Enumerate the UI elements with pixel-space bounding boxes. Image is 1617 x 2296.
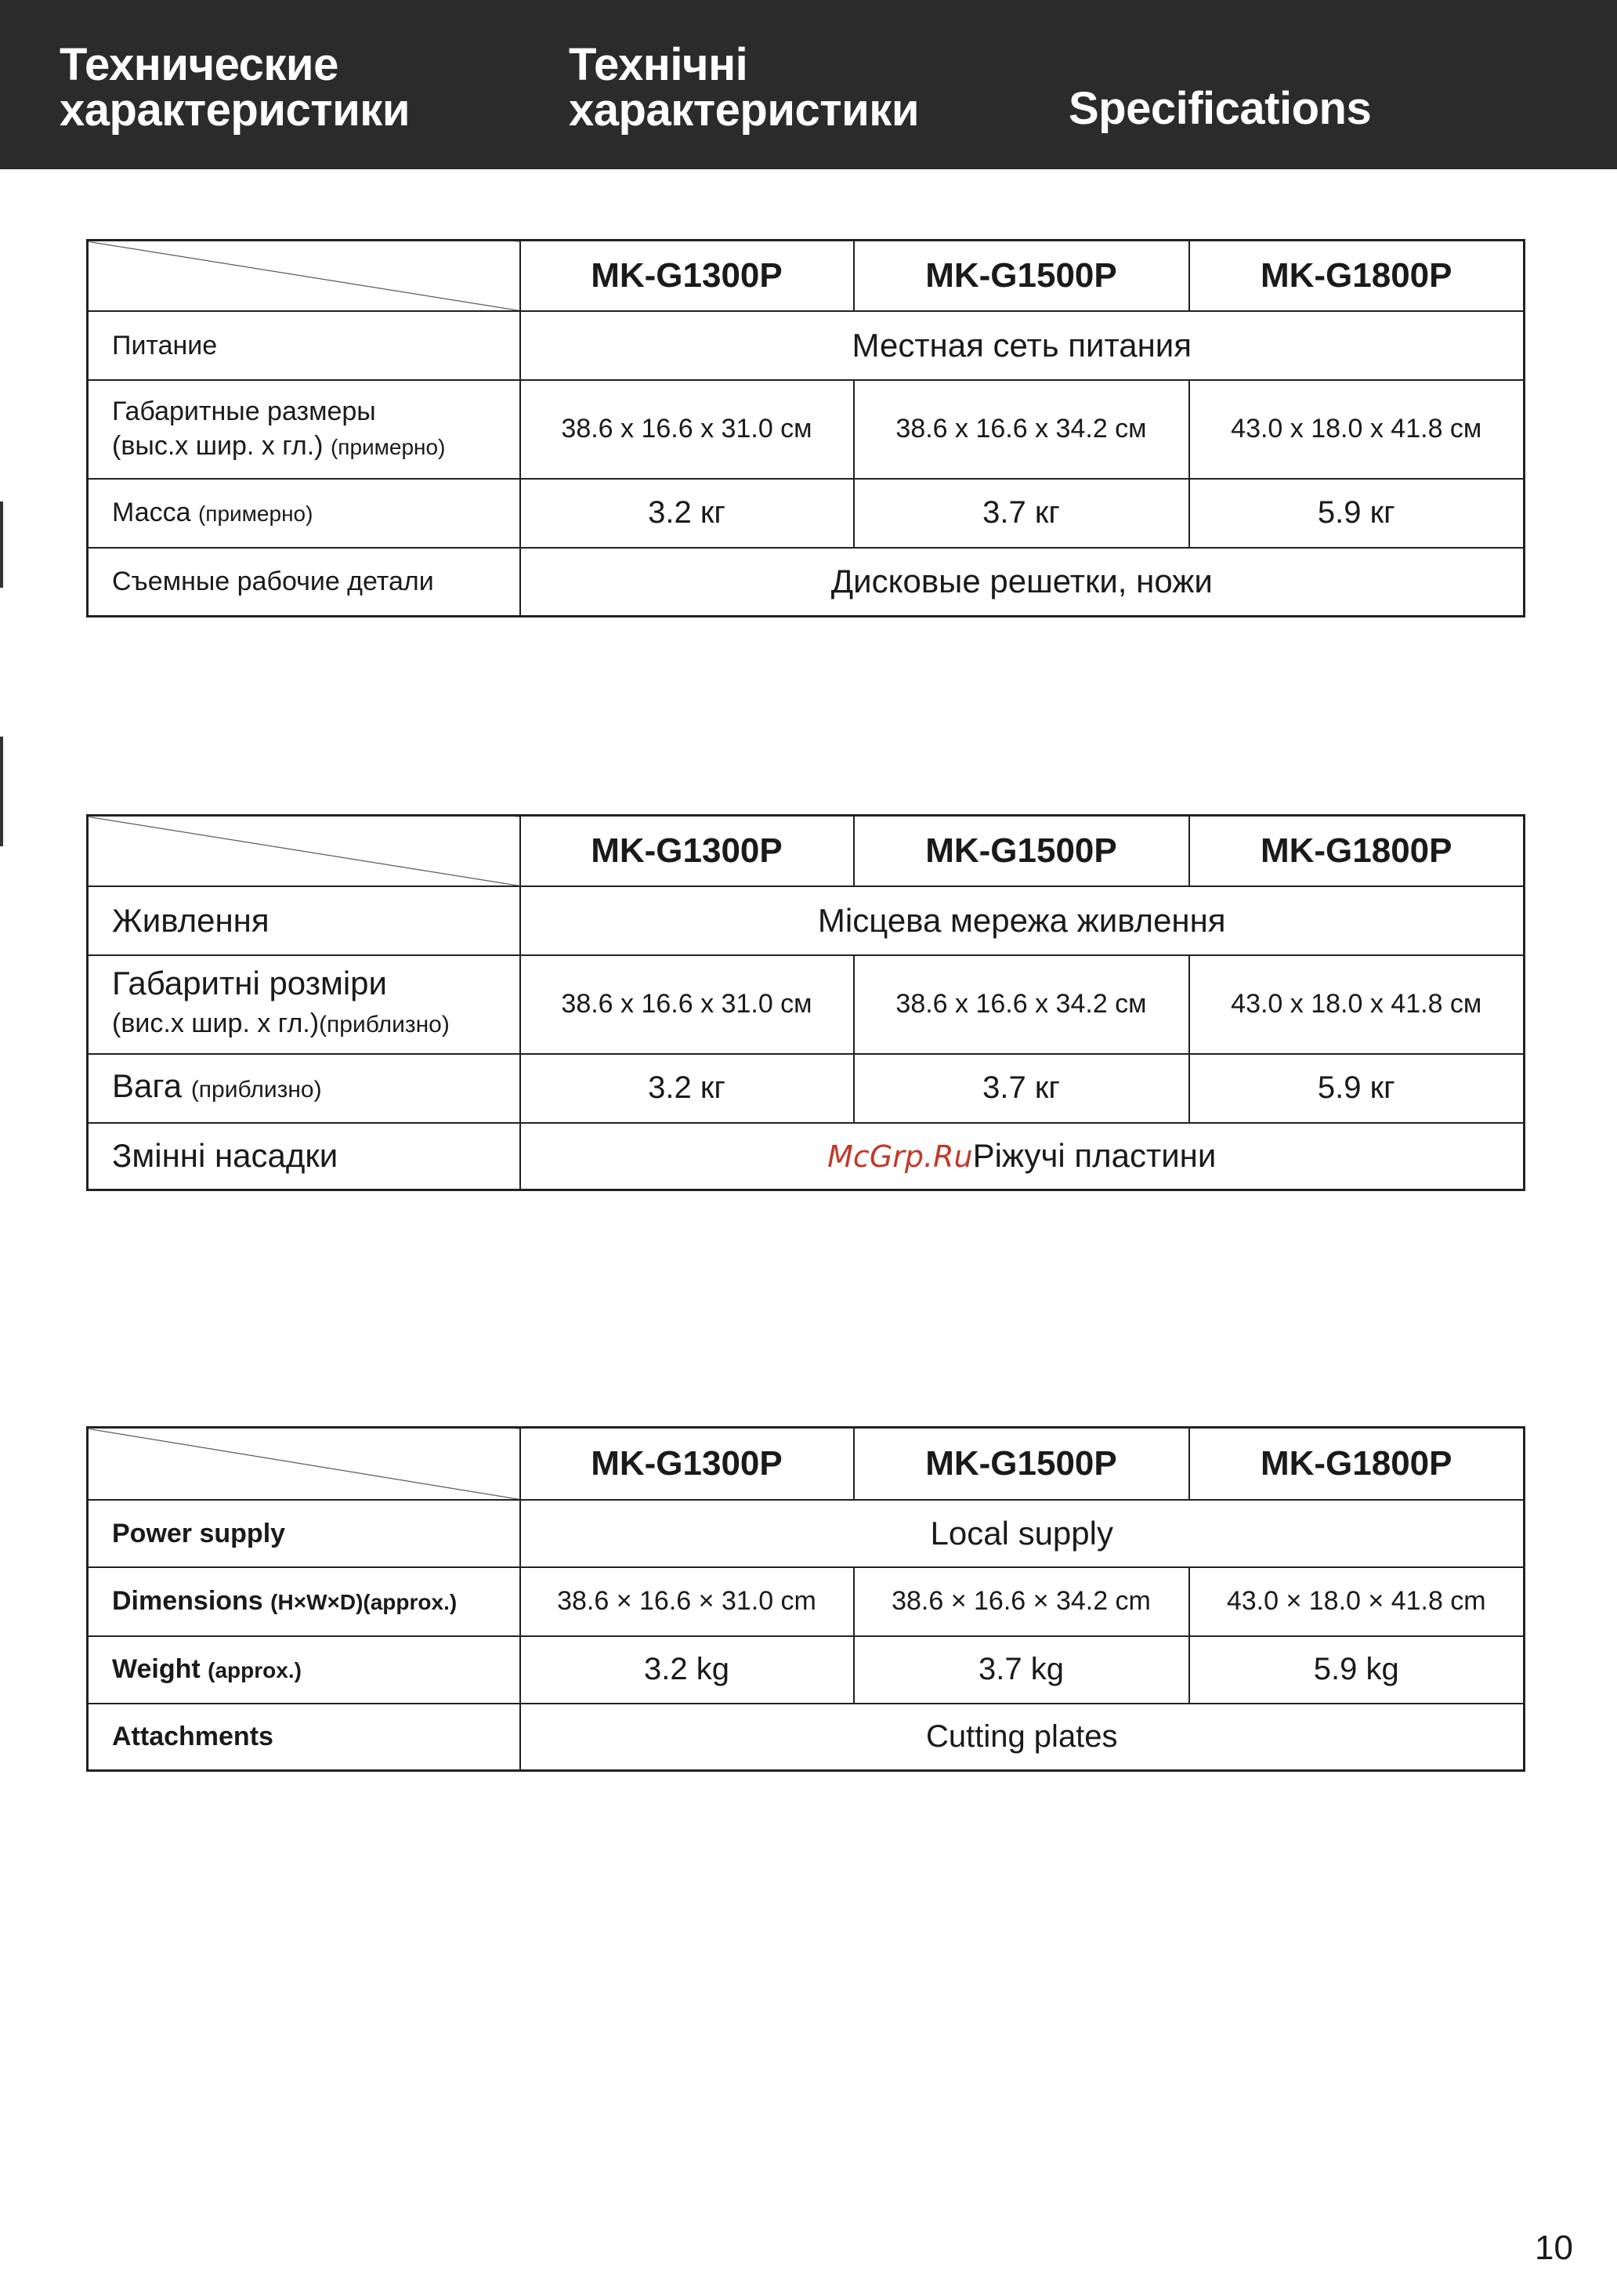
- dimensions-label-line1: Габаритные размеры: [112, 396, 376, 426]
- dimensions-label: [88, 955, 520, 1054]
- title-russian: [60, 39, 410, 136]
- dimensions-value: 43.0 × 18.0 × 41.8 cm: [1189, 1567, 1525, 1636]
- attachments-value: [520, 1123, 1525, 1190]
- dimensions-label-note: (примерно): [330, 434, 446, 459]
- dimensions-label-note: (приблизно): [319, 1012, 450, 1038]
- model-header: MK-G1800P: [1189, 241, 1525, 311]
- parts-value: Дисковые решетки, ножи: [520, 548, 1525, 617]
- model-header: MK-G1300P: [520, 1428, 854, 1500]
- dimensions-value: 38.6 x 16.6 x 34.2 см: [854, 380, 1189, 479]
- header-bar: [0, 0, 1617, 169]
- weight-label-text: Вага: [112, 1067, 183, 1104]
- parts-label: Съемные рабочие детали: [88, 548, 520, 617]
- spec-table-russian: [86, 239, 1525, 617]
- table-row: [88, 479, 1525, 548]
- table-header-row: [88, 241, 1525, 311]
- dimensions-label: [88, 380, 520, 479]
- table-header-row: [88, 1428, 1525, 1500]
- title-ru-line1: Технические: [60, 39, 338, 90]
- dimensions-label-line2: (выс.х шир. х гл.): [112, 430, 324, 461]
- table-row: [88, 955, 1525, 1054]
- table-row: [88, 1123, 1525, 1190]
- attachments-label: Змінні насадки: [88, 1123, 520, 1190]
- watermark-text: McGrp.Ru: [827, 1139, 973, 1175]
- dimensions-label-text: Dimensions: [112, 1585, 263, 1616]
- attachments-label: Attachments: [88, 1704, 520, 1771]
- power-label: Power supply: [88, 1500, 520, 1567]
- dimensions-label-note: (H×W×D): [270, 1589, 364, 1614]
- dimensions-value: 38.6 x 16.6 x 34.2 см: [854, 955, 1189, 1054]
- mass-value: 3.2 кг: [520, 479, 854, 548]
- power-value: Local supply: [520, 1500, 1525, 1567]
- corner-cell: [88, 1428, 520, 1500]
- table-row: [88, 1567, 1525, 1636]
- dimensions-label: [88, 1567, 520, 1636]
- dimensions-label-approx: (approx.): [363, 1589, 458, 1614]
- weight-value: 5.9 кг: [1189, 1054, 1525, 1123]
- corner-cell: [88, 816, 520, 886]
- title-ua-line2: характеристики: [569, 85, 919, 136]
- table-row: [88, 1704, 1525, 1771]
- weight-value: 3.2 kg: [520, 1636, 854, 1704]
- table-row: [88, 1636, 1525, 1704]
- dimensions-value: 38.6 × 16.6 × 34.2 cm: [854, 1567, 1189, 1636]
- model-header: MK-G1300P: [520, 816, 854, 886]
- model-header: MK-G1500P: [854, 241, 1189, 311]
- model-header: MK-G1800P: [1189, 816, 1525, 886]
- spec-table-ukrainian: [86, 814, 1525, 1191]
- spec-table-english: [86, 1426, 1525, 1772]
- table-row: [88, 311, 1525, 380]
- dimensions-value: 38.6 x 16.6 x 31.0 см: [520, 955, 854, 1054]
- weight-value: 3.7 kg: [854, 1636, 1189, 1704]
- weight-value: 5.9 kg: [1189, 1636, 1525, 1704]
- weight-label: [88, 1054, 520, 1123]
- weight-label-note: (приблизно): [190, 1077, 322, 1103]
- weight-label: [88, 1636, 520, 1704]
- dimensions-value: 43.0 x 18.0 x 41.8 см: [1189, 955, 1525, 1054]
- mass-value: 3.7 кг: [854, 479, 1189, 548]
- model-header: MK-G1800P: [1189, 1428, 1525, 1500]
- power-label: Питание: [88, 311, 520, 380]
- power-value: Местная сеть питания: [520, 311, 1525, 380]
- model-header: MK-G1500P: [854, 1428, 1189, 1500]
- attachments-value-text: Ріжучі пластини: [972, 1137, 1217, 1175]
- table-header-row: [88, 816, 1525, 886]
- title-ua-line1: Технічні: [569, 39, 748, 90]
- table-row: [88, 380, 1525, 479]
- title-english: [1069, 83, 1372, 134]
- dimensions-value: 43.0 x 18.0 x 41.8 см: [1189, 380, 1525, 479]
- dimensions-label-line1: Габаритні розміри: [112, 965, 387, 1001]
- mass-label: [88, 479, 520, 548]
- power-value: Місцева мережа живлення: [520, 886, 1525, 955]
- power-label: Живлення: [88, 886, 520, 955]
- weight-label-note: (approx.): [208, 1657, 302, 1682]
- title-ukrainian: [569, 39, 919, 136]
- weight-label-text: Weight: [112, 1653, 201, 1684]
- title-en: Specifications: [1069, 83, 1372, 134]
- table-row: [88, 548, 1525, 617]
- model-header: MK-G1300P: [520, 241, 854, 311]
- weight-value: 3.7 кг: [854, 1054, 1189, 1123]
- attachments-value: Cutting plates: [520, 1704, 1525, 1771]
- mass-label-note: (примерно): [197, 501, 313, 526]
- weight-value: 3.2 кг: [520, 1054, 854, 1123]
- dimensions-value: 38.6 × 16.6 × 31.0 cm: [520, 1567, 854, 1636]
- table-row: [88, 1500, 1525, 1567]
- dimensions-label-line2: (вис.х шир. х гл.): [112, 1009, 320, 1038]
- scan-edge-mark: [0, 502, 3, 588]
- title-ru-line2: характеристики: [60, 85, 410, 136]
- scan-edge-mark: [0, 737, 3, 846]
- dimensions-value: 38.6 x 16.6 x 31.0 см: [520, 380, 854, 479]
- page-number: 10: [1535, 2229, 1573, 2267]
- model-header: MK-G1500P: [854, 816, 1189, 886]
- table-row: [88, 1054, 1525, 1123]
- table-row: [88, 886, 1525, 955]
- mass-label-text: Масса: [112, 497, 191, 527]
- corner-cell: [88, 241, 520, 311]
- mass-value: 5.9 кг: [1189, 479, 1525, 548]
